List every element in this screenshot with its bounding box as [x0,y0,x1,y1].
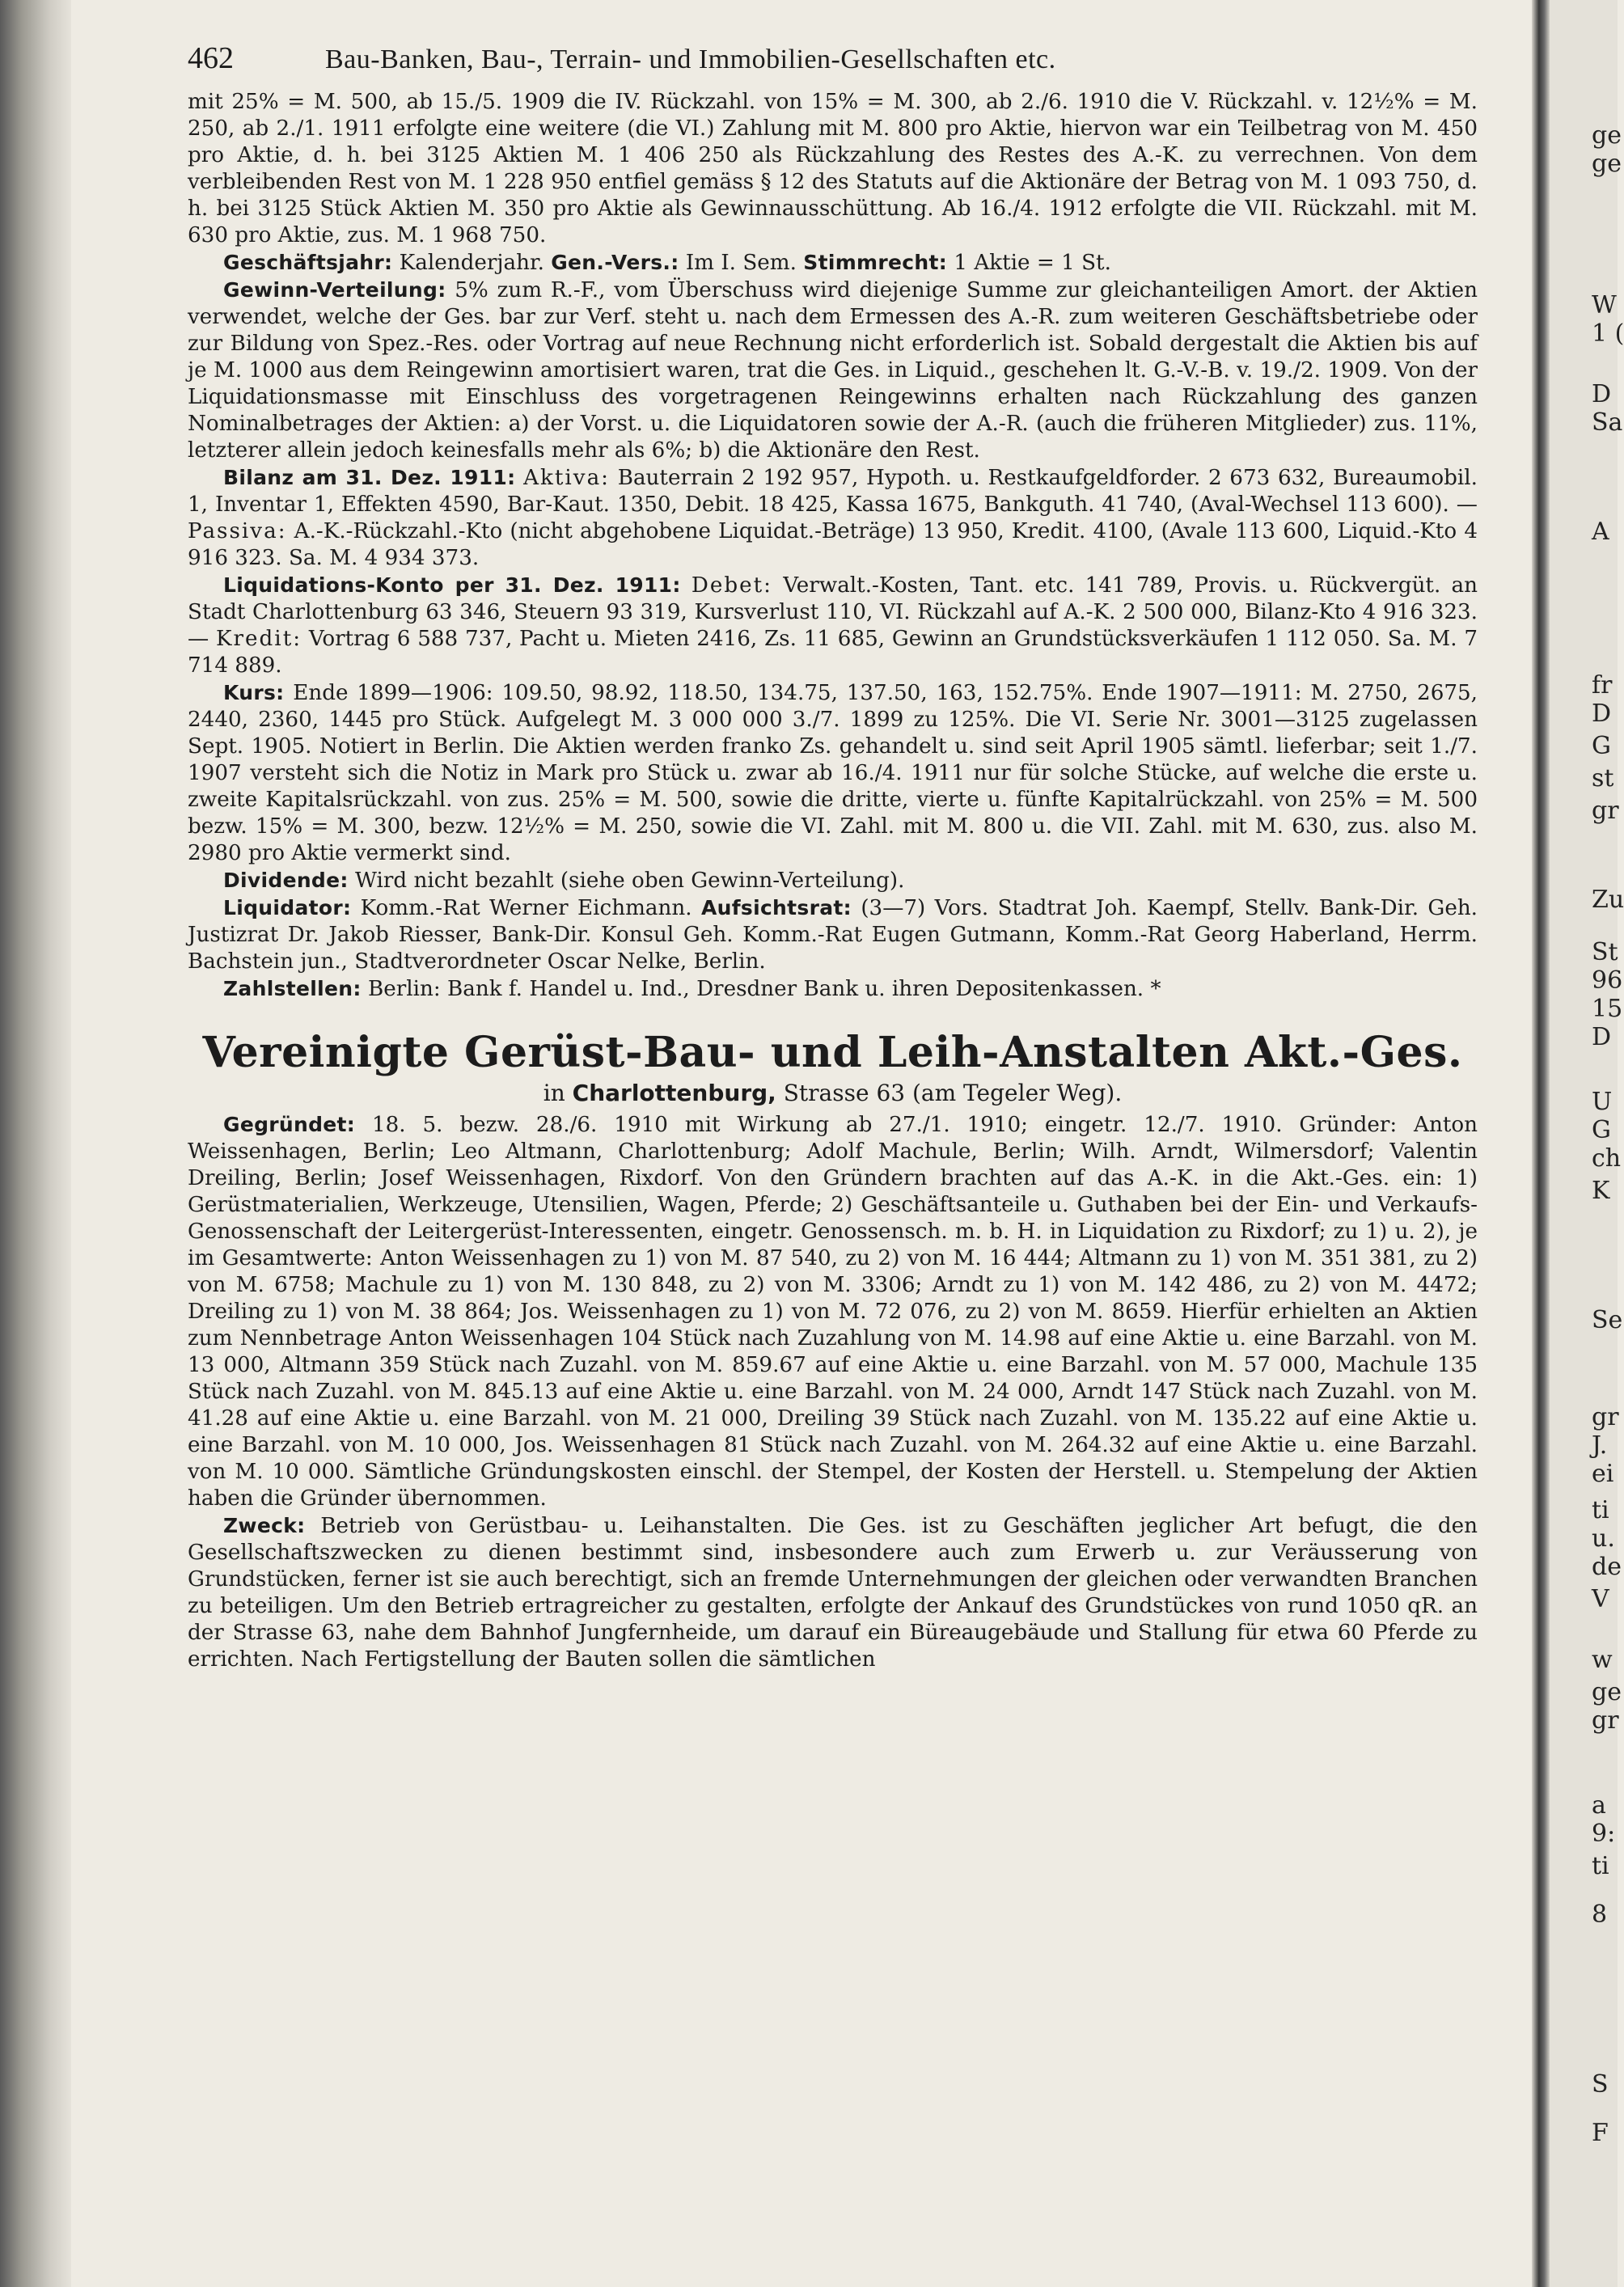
adjacent-page-fragment: 15 [1592,995,1623,1023]
adjacent-page-fragment: Zu [1592,886,1624,914]
adjacent-page-fragment: ge [1592,1678,1622,1706]
paragraph-gegruendet [188,1111,1478,1512]
adjacent-page-fragment: V [1592,1585,1609,1613]
adjacent-page-fragment: Sa [1592,408,1623,437]
adjacent-page-fragment: ti [1592,1852,1609,1880]
location-address: Strasse 63 (am Tegeler Weg). [776,1080,1123,1106]
running-title: Bau-Banken, Bau-, Terrain- und Immobilien-Gesellschaften etc. [325,44,1056,74]
label-dividende: Dividende: [223,869,349,892]
text-bilanz-passiva: A.-K.-Rückzahl.-Kto (nicht abgehobene Liquidat.-Beträge) 13 950, Kredit. 4100, (Avale 113 600, Liquid.-Kto 4 916 323. Sa. M. 4 934 373. [188,519,1478,570]
text-gegruendet: 18. 5. bezw. 28./6. 1910 mit Wirkung ab 27./1. 1910; eingetr. 12./7. 1910. Gründer: Anton Weissenhagen, Berlin; Leo Altmann, Charlottenburg; Adolf Machule, Berlin; Wilh. Arndt, Wilmersdorf; Valentin Dreiling, Berlin; Josef Weissenhagen, Rixdorf. Von den Gründern brachten auf das A.-K. in die Akt.-Ges. ein: 1) Gerüstmaterialien, Werkzeuge, Utensilien, Wagen, Pferde; 2) Geschäftsanteile u. Guthaben bei der Ein- und Verkaufs-Genossenschaft der Leitergerüst-Interessenten, eingetr. Genossensch. m. b. H. in Liquidation zu Rixdorf; zu 1) u. 2), je im Gesamtwerte: Anton Weissenhagen zu 1) von M. 87 540, zu 2) von M. 16 444; Altmann zu 1) von M. 351 381, zu 2) von M. 6758; Machule zu 1) von M. 130 848, zu 2) von M. 3306; Arndt zu 1) von M. 142 486, zu 2) von M. 4472; Dreiling zu 1) von M. 38 864; Jos. Weissenhagen zu 1) von M. 72 076, zu 2) von M. 8659. Hierfür erhielten an Aktien zum Nennbetrage Anton Weissenhagen 104 Stück nach Zuzahlung von M. 14.98 auf eine Aktie u. eine Barzahl. von M. 13 000, Altmann 359 Stück nach Zuzahl. von M. 859.67 auf eine Aktie u. eine Barzahl. von M. 57 000, Machule 135 Stück nach Zuzahl. von M. 845.13 auf eine Aktie u. eine Barzahl. von M. 24 000, Arndt 147 Stück nach Zuzahl. von M. 41.28 auf eine Aktie u. eine Barzahl. von M. 21 000, Dreiling 39 Stück nach Zuzahl. von M. 135.22 auf eine Aktie u. eine Barzahl. von M. 10 000, Jos. Weissenhagen 81 Stück nach Zuzahl. von M. 264.32 auf eine Aktie u. eine Barzahl. von M. 10 000. Sämtliche Gründungskosten einschl. der Stempel, der Kosten der Herstell. u. Stempelung der Aktien haben die Gründer übernommen. [188,1113,1478,1511]
paragraph-kurs [188,679,1478,867]
label-gegruendet: Gegründet: [223,1113,356,1136]
label-aktiva: Aktiva: [523,466,611,490]
adjacent-page-fragment: D [1592,1023,1612,1051]
entry-vereinigte-geruestbau [188,1111,1478,1673]
adjacent-page-fragment: st [1592,764,1614,793]
paragraph-liquidator [188,894,1478,975]
paragraph-geschaeftsjahr [188,249,1478,277]
text-bilanz-aktiva: Bauterrain 2 192 957, Hypoth. u. Restkaufgeldforder. 2 673 632, Bureaumobil. 1, Inventar 1, Effekten 4590, Bar-Kaut. 1350, Debit. 18 425, Kassa 1675, Bankguth. 41 740, (Aval-Wechsel 113 600). — [188,466,1478,517]
company-title: Vereinigte Gerüst-Bau- und Leih-Anstalten Akt.-Ges. [202,1028,1463,1077]
adjacent-page-fragment: u. [1592,1524,1615,1553]
label-kredit: Kredit: [215,627,302,651]
book-binding-shadow [0,0,71,2287]
paragraph-liquidation [188,572,1478,679]
paragraph-zahlstellen [188,975,1478,1003]
adjacent-page-fragment: D [1592,700,1612,728]
text-zahlstellen: Berlin: Bank f. Handel u. Ind., Dresdner Bank u. ihren Depositenkassen. * [361,977,1161,1001]
text-dividende: Wird nicht bezahlt (siehe oben Gewinn-Verteilung). [348,869,905,893]
adjacent-page-fragment: de [1592,1553,1622,1581]
paragraph-repayments: mit 25% = M. 500, ab 15./5. 1909 die IV. Rückzahl. von 15% = M. 300, ab 2./6. 1910 die V. Rückzahl. v. 12½% = M. 250, ab 2./1. 1911 erfolgte eine weitere (die VI.) Zahlung mit M. 800 pro Aktie, hiervon war ein Teilbetrag von M. 450 pro Aktie, d. h. bei 3125 Aktien M. 1 406 250 als Rückzahlung des Restes des A.-K. zu verrechnen. Von dem verbleibenden Rest von M. 1 228 950 entfiel gemäss § 12 des Statuts auf die Aktionäre der Betrag von M. 1 093 750, d. h. bei 3125 Stück Aktien M. 350 pro Aktie als Gewinnausschüttung. Ab 16./4. 1912 erfolgte die VII. Rückzahl. mit M. 630 pro Aktie, zus. M. 1 968 750. [188,90,1478,247]
adjacent-page-fragment: D [1592,380,1612,408]
label-liquidator: Liquidator: [223,896,352,919]
adjacent-page-fragment: St [1592,938,1618,966]
adjacent-page-fragment: gr [1592,1706,1619,1735]
adjacent-page-fragment: ei [1592,1460,1614,1488]
adjacent-page-fragment: fr [1592,671,1613,700]
text-geschaeftsjahr: Kalenderjahr. [392,251,552,275]
label-bilanz: Bilanz am 31. Dez. 1911: [223,466,516,489]
adjacent-page-fragment: ch [1592,1144,1622,1173]
adjacent-page-fragment: G [1592,1116,1611,1144]
adjacent-page-fragment: ti [1592,1496,1609,1524]
adjacent-page-fragment: 9: [1592,1820,1616,1848]
label-gewinn: Gewinn-Verteilung: [223,278,446,302]
adjacent-page-fragment: J. [1592,1431,1608,1460]
adjacent-page-fragment: G [1592,732,1611,760]
label-debet: Debet: [691,573,773,598]
page-header [188,40,1478,89]
paragraph-dividende [188,867,1478,894]
location-prefix: in [543,1080,573,1106]
label-passiva: Passiva: [188,519,287,543]
adjacent-page-fragment: 1 ( [1592,319,1624,348]
adjacent-page-fragment: gr [1592,797,1619,825]
text-genvers: Im I. Sem. [679,251,804,275]
label-zweck: Zweck: [223,1514,306,1537]
adjacent-page-fragment: Se [1592,1306,1623,1334]
label-stimmrecht: Stimmrecht: [803,251,948,274]
adjacent-page-fragment: a [1592,1791,1606,1820]
page [188,40,1478,1673]
label-aufsichtsrat: Aufsichtsrat: [700,896,852,919]
company-location [188,1079,1478,1108]
paragraph-zweck [188,1512,1478,1673]
adjacent-page-fragment: K [1592,1177,1610,1205]
adjacent-page-fragment: F [1592,2119,1609,2147]
label-kurs: Kurs: [223,681,285,704]
adjacent-page-fragment: 96 [1592,966,1623,995]
adjacent-page-fragment: U [1592,1088,1613,1116]
label-zahlstellen: Zahlstellen: [223,977,362,1000]
page-number: 462 [188,41,234,75]
text-zweck: Betrieb von Gerüstbau- u. Leihanstalten. Die Ges. ist zu Geschäften jeglicher Art befugt, die den Gesellschaftszwecken zu dienen bestimmt sind, insbesondere auch zum Erwerb u. zur Veräusserung von Grundstücken, ferner ist sie auch berechtigt, sich an fremde Unternehmungen der gleichen oder verwandten Branchen zu beteiligen. Um den Betrieb ertragreicher zu gestalten, erfolgte der Ankauf des Grundstückes von rund 1050 qR. an der Strasse 63, nahe dem Bahnhof Jungfernheide, um darauf ein Büreaugebäude und Stallung für etwa 60 Pferde zu errichten. Nach Fertigstellung der Bauten sollen die sämtlichen [188,1514,1478,1672]
text-liquidator: Komm.-Rat Werner Eichmann. [351,896,701,920]
paragraph-gewinn [188,277,1478,464]
adjacent-page-fragment: W [1592,291,1617,319]
text-kredit: Vortrag 6 588 737, Pacht u. Mieten 2416, Zs. 11 685, Gewinn an Grundstücksverkäufen 1 112 050. Sa. M. 7 714 889. [188,627,1478,678]
adjacent-page-fragment: ge [1592,121,1622,150]
adjacent-page-fragment: w [1592,1646,1613,1674]
adjacent-page-fragment: A [1592,518,1609,546]
text-aufsichtsrat: (3—7) Vors. Stadtrat Joh. Kaempf, Stellv. Bank-Dir. Geh. Justizrat Dr. Jakob Riesser, Bank-Dir. Konsul Geh. Komm.-Rat Eugen Gutmann, Komm.-Rat Georg Haberland, Herrm. Bachstein jun., Stadtverordneter Oscar Nelke, Berlin. [188,896,1478,974]
entry-continuation [188,89,1478,1003]
text-kurs: Ende 1899—1906: 109.50, 98.92, 118.50, 134.75, 137.50, 163, 152.75%. Ende 1907—1911: M. 2750, 2675, 2440, 2360, 1445 pro Stück. Aufgelegt M. 3 000 000 3./7. 1899 zu 125%. Die VI. Serie Nr. 3001—3125 zugelassen Sept. 1905. Notiert in Berlin. Die Aktien werden franko Zs. gehandelt u. sind seit April 1905 sämtl. lieferbar; seit 1./7. 1907 versteht sich die Notiz in Mark pro Stück u. zwar ab 16./4. 1911 nur für solche Stücke, auf welche die erste u. zweite Kapitalsrückzahl. von zus. 25% = M. 500, sowie die dritte, vierte u. fünfte Kapitalrückzahl. von 25% = M. 500 bezw. 15% = M. 300, bezw. 12½% = M. 250, sowie die VI. Zahl. mit M. 800 u. die VII. Zahl. mit M. 630, zus. also M. 2980 pro Aktie vermerkt sind. [188,681,1478,865]
label-geschaeftsjahr: Geschäftsjahr: [223,251,393,274]
page-gutter [1532,0,1550,2287]
adjacent-page-fragment: 8 [1592,1900,1608,1929]
adjacent-page-fragment: S [1592,2070,1609,2099]
label-liquidation: Liquidations-Konto per 31. Dez. 1911: [223,573,681,597]
text-debet: Verwalt.-Kosten, Tant. etc. 141 789, Provis. u. Rückvergüt. an Stadt Charlottenburg 63 346, Steuern 93 319, Kursverlust 110, VI. Rückzahl auf A.-K. 2 500 000, Bilanz-Kto 4 916 323. — [188,573,1478,651]
location-city: Charlottenburg, [572,1080,776,1106]
label-genvers: Gen.-Vers.: [551,251,679,274]
adjacent-page-fragment: ge [1592,150,1622,178]
adjacent-page-fragment: gr [1592,1403,1619,1431]
paragraph-bilanz [188,464,1478,572]
text-stimmrecht: 1 Aktie = 1 St. [947,251,1111,275]
text-gewinn: 5% zum R.-F., vom Überschuss wird diejenige Summe zur gleichanteiligen Amort. der Aktien verwendet, welche der Ges. bar zur Verf. steht u. nach dem Ermessen des A.-R. zum weiteren Geschäftsbetriebe oder zur Bildung von Spez.-Res. oder Vortrag auf neue Rechnung nicht erforderlich ist. Sobald dergestalt die Aktien bis auf je M. 1000 aus dem Reingewinn amortisiert waren, trat die Ges. in Liquid., geschehen lt. G.-V.-B. v. 19./2. 1909. Von der Liquidationsmasse mit Einschluss des vorgetragenen Reingewinns erhalten nach Rückzahlung des ganzen Nominalbetrages der Aktien: a) der Vorst. u. die Liquidatoren sowie der A.-R. (auch die früheren Mitglieder) zus. 11%, letzterer allein jedoch keinesfalls mehr als 6%; b) die Aktionäre den Rest. [188,278,1478,463]
